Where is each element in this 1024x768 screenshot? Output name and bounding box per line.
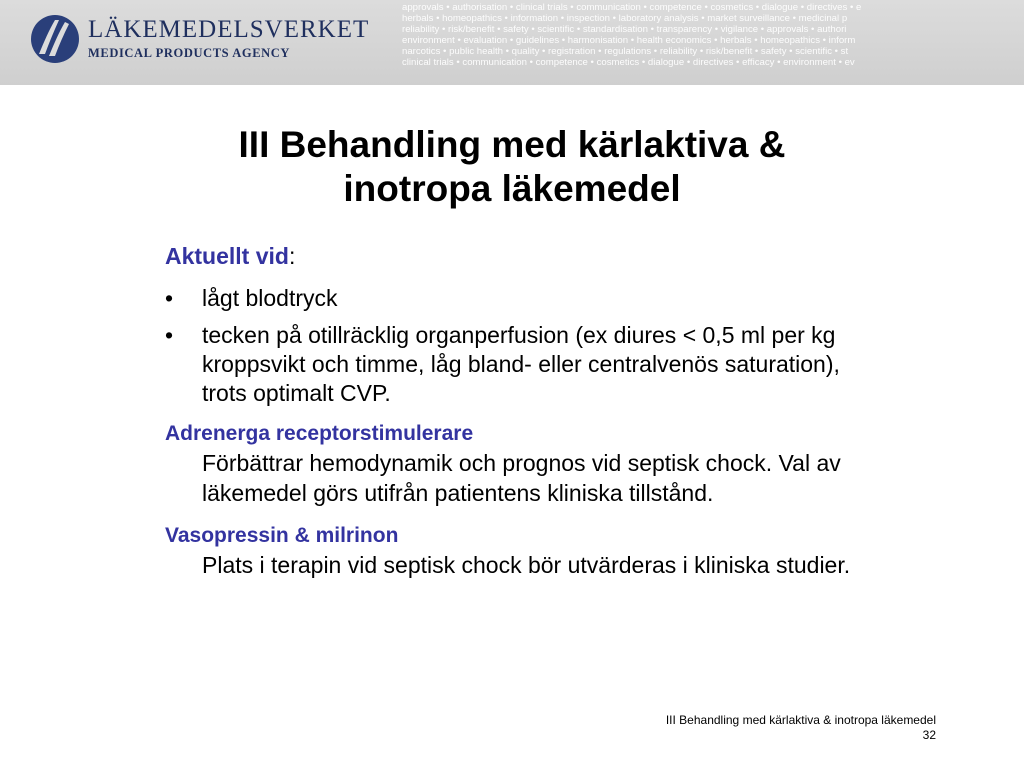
aktuellt-heading [165, 241, 865, 271]
agency-subtitle: MEDICAL PRODUCTS AGENCY [88, 46, 291, 60]
header-bar [0, 0, 1024, 85]
page-number: 32 [922, 728, 936, 742]
slide-title-line: III Behandling med kärlaktiva & [238, 124, 786, 165]
banner-line: approvals • authorisation • clinical trials • communication • competence • cosmetics • dialogue • directives • e [402, 3, 862, 13]
footer-title: III Behandling med kärlaktiva & inotropa läkemedel [665, 713, 936, 727]
banner-line: reliability • risk/benefit • safety • scientific • standardisation • transparency • vigilance • approvals • authori [402, 23, 847, 35]
bullet-icon: • [165, 322, 174, 348]
banner-line: clinical trials • communication • competence • cosmetics • dialogue • directives • efficacy • environment • ev [402, 56, 855, 68]
section-heading-adrenerga: Adrenerga receptorstimulerare [165, 422, 474, 445]
banner-line: herbals • homeopathics • information • inspection • laboratory analysis • market surveillance • medicinal p [402, 12, 848, 24]
list-item [165, 284, 865, 313]
banner-line: environment • evaluation • guidelines • harmonisation • health economics • herbals • homeopathics • inform [402, 34, 856, 46]
keyword-banner [402, 3, 1024, 83]
aktuellt-colon: : [288, 243, 296, 269]
section-text-adrenerga: Förbättrar hemodynamik och prognos vid septisk chock. Val av läkemedel görs utifrån patientens kliniska tillstånd. [202, 450, 841, 506]
indication-list [165, 284, 865, 408]
section-text-vasopressin: Plats i terapin vid septisk chock bör utvärderas i kliniska studier. [202, 552, 851, 578]
agency-logo-icon [30, 14, 80, 64]
slide-footer [666, 713, 936, 743]
list-item-text: tecken på otillräcklig organperfusion (ex diures < 0,5 ml per kg kroppsvikt och timme, låg bland- eller centralvenös saturation), trots optimalt CVP. [202, 322, 840, 406]
agency-name: LÄKEMEDELSVERKET [88, 16, 370, 43]
section-heading-vasopressin: Vasopressin & milrinon [165, 524, 399, 547]
list-item [165, 321, 865, 408]
aktuellt-label: Aktuellt vid [165, 243, 289, 269]
list-item-text: lågt blodtryck [202, 285, 338, 311]
banner-line: narcotics • public health • quality • registration • regulations • reliability • risk/benefit • safety • scientific • st [402, 45, 849, 57]
bullet-icon: • [165, 285, 174, 311]
slide-title [112, 123, 912, 211]
slide-body [165, 241, 865, 580]
slide-title-line: inotropa läkemedel [343, 168, 681, 209]
